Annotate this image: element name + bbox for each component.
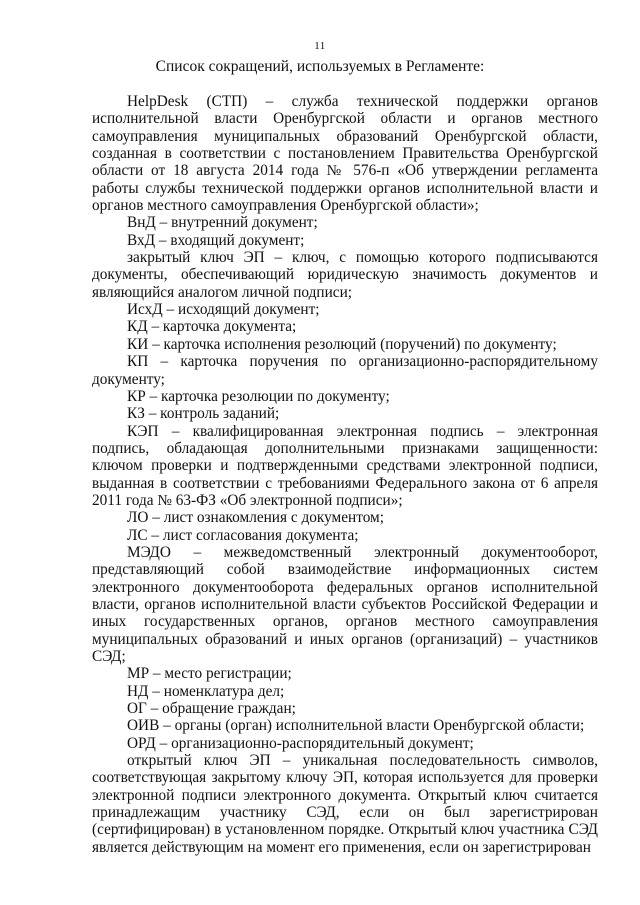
abbreviation-private-key: закрытый ключ ЭП – ключ, с помощью которого подписываются документы, обеспечивающий юридическую значимость документов и являющийся аналогом личной подписи; bbox=[92, 249, 598, 301]
abbreviation-mr: МР – место регистрации; bbox=[127, 665, 292, 683]
abbreviation-ishd: ИсхД – исходящий документ; bbox=[127, 301, 320, 319]
abbreviations-list bbox=[92, 93, 598, 856]
abbreviation-kep: КЭП – квалифицированная электронная подпись – электронная подпись, обладающая дополнительными признаками защищенности: ключом проверки и подтвержденными средствами электронной подписи, выданная в соответствии с требованиями Федерального закона от 6 апреля 2011 года № 63-ФЗ «Об электронной подписи»; bbox=[92, 422, 598, 509]
abbreviation-medo: МЭДО – межведомственный электронный документооборот, представляющий собой взаимодействие информационных систем электронного документооборота федеральных органов исполнительной власти, органов исполнительной власти субъектов Российской Федерации и иных государственных органов, органов местного самоуправления муниципальных образований и иных органов (организаций) – участников СЭД; bbox=[92, 543, 598, 665]
abbreviation-ord: ОРД – организационно-распорядительный документ; bbox=[127, 734, 474, 752]
abbreviation-kr: КР – карточка резолюции по документу; bbox=[127, 387, 390, 405]
abbreviations-list-title: Список сокращений, используемых в Регламенте: bbox=[155, 58, 485, 75]
abbreviation-kp: КП – карточка поручения по организационно-распорядительному документу; bbox=[92, 353, 598, 388]
abbreviation-vnd: ВнД – внутренний документ; bbox=[127, 214, 318, 232]
abbreviation-ki: КИ – карточка исполнения резолюций (поручений) по документу; bbox=[127, 335, 557, 353]
abbreviation-ls: ЛС – лист согласования документа; bbox=[127, 526, 359, 544]
abbreviation-kz: КЗ – контроль заданий; bbox=[127, 405, 280, 423]
page-number: 11 bbox=[314, 40, 326, 52]
abbreviation-public-key: открытый ключ ЭП – уникальная последовательность символов, соответствующая закрытому ключу ЭП, которая используется для проверки электронной подписи электронного документа. Открытый ключ считается принадлежащим участнику СЭД, если он был зарегистрирован (сертифицирован) в установленном порядке. Открытый ключ участника СЭД является действующим на момент его применения, если он зарегистрирован bbox=[92, 752, 598, 856]
abbreviation-og: ОГ – обращение граждан; bbox=[127, 700, 296, 718]
abbreviation-vhd: ВхД – входящий документ; bbox=[127, 231, 305, 249]
abbreviation-oiv: ОИВ – органы (орган) исполнительной власти Оренбургской области; bbox=[127, 717, 585, 735]
abbreviation-kd: КД – карточка документа; bbox=[127, 318, 297, 336]
abbreviation-nd: НД – номенклатура дел; bbox=[127, 682, 285, 700]
abbreviation-lo: ЛО – лист ознакомления с документом; bbox=[127, 509, 384, 527]
abbreviation-helpdesk: HelpDesk (СТП) – служба технической поддержки органов исполнительной власти Оренбургской области и органов местного самоуправления муниципальных образований Оренбургской области, созданная в соответствии с постановлением Правительства Оренбургской области от 18 августа 2014 года № 576-п «Об утверждении регламента работы службы технической поддержки органов исполнительной власти и органов местного самоуправления Оренбургской области»; bbox=[92, 93, 598, 215]
